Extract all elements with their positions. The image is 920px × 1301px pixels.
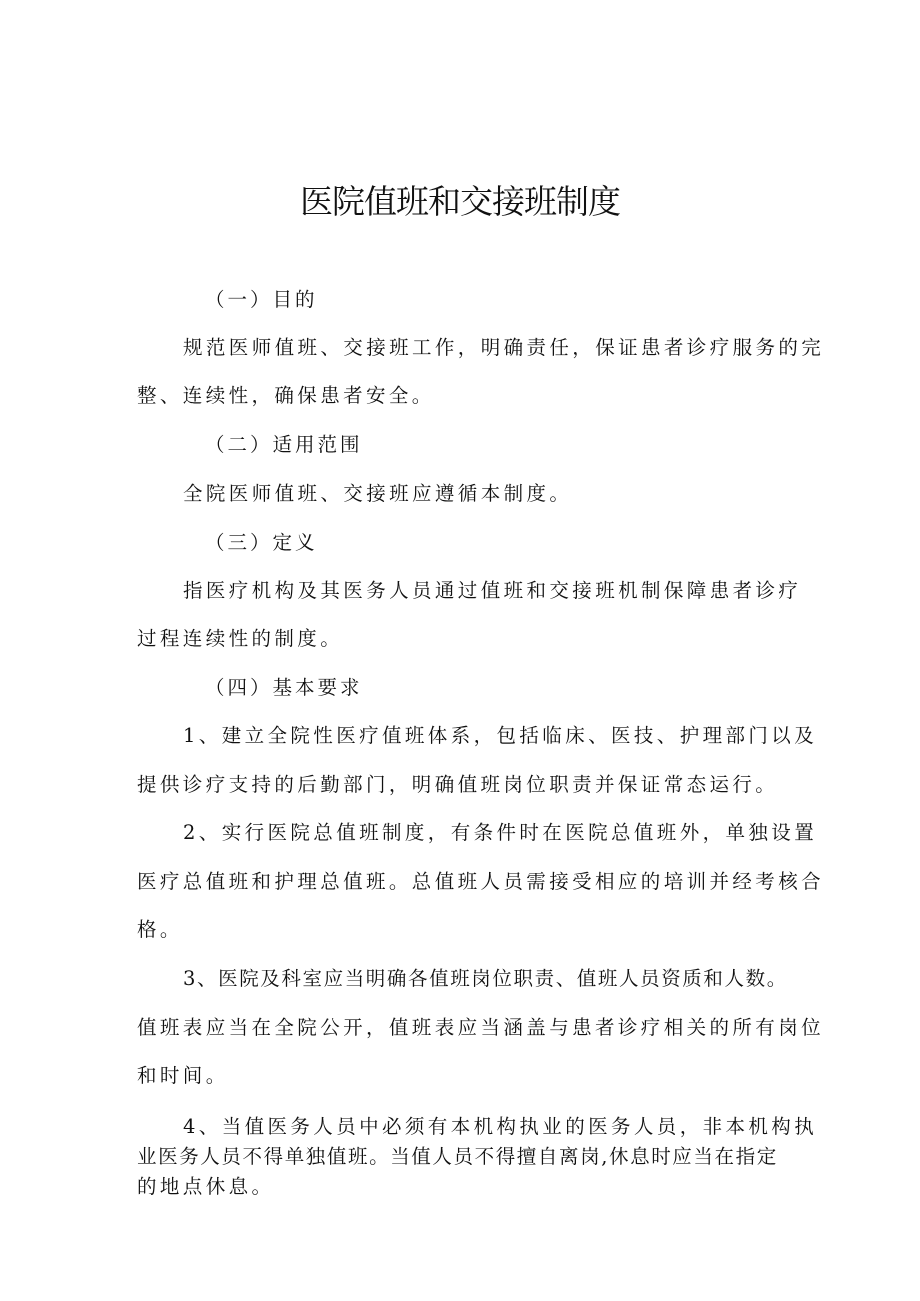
- paragraph-line: 过程连续性的制度。: [137, 627, 344, 650]
- paragraph-line: 和时间。: [137, 1064, 229, 1087]
- paragraph-line: 4、当值医务人员中必须有本机构执业的医务人员，非本机构执: [183, 1115, 818, 1138]
- paragraph-line: 规范医师值班、交接班工作，明确责任，保证患者诊疗服务的完: [183, 336, 825, 359]
- paragraph-line: 医疗总值班和护理总值班。总值班人员需接受相应的培训并经考核合: [137, 870, 825, 893]
- paragraph-line: 3、医院及科室应当明确各值班岗位职责、值班人员资质和人数。: [183, 967, 788, 990]
- paragraph-line: 2、实行医院总值班制度，有条件时在医院总值班外，单独设置: [183, 821, 818, 844]
- section-heading-scope: （二）适用范围: [205, 433, 363, 456]
- section-heading-definition: （三）定义: [205, 531, 318, 554]
- paragraph-line: 业医务人员不得单独值班。当值人员不得擅自离岗,休息时应当在指定: [137, 1145, 778, 1168]
- document-title: 医院值班和交接班制度: [300, 182, 620, 221]
- section-heading-purpose: （一）目的: [205, 288, 318, 311]
- paragraph-line: 格。: [137, 918, 183, 941]
- section-heading-requirements: （四）基本要求: [205, 676, 363, 699]
- paragraph-line: 值班表应当在全院公开，值班表应当涵盖与患者诊疗相关的所有岗位: [137, 1016, 825, 1039]
- paragraph-line: 提供诊疗支持的后勤部门，明确值班岗位职责并保证常态运行。: [137, 773, 779, 796]
- paragraph-line: 1、建立全院性医疗值班体系，包括临床、医技、护理部门以及: [183, 724, 818, 747]
- paragraph-line: 全院医师值班、交接班应遵循本制度。: [183, 482, 573, 505]
- paragraph-line: 指医疗机构及其医务人员通过值班和交接班机制保障患者诊疗: [183, 579, 802, 602]
- paragraph-line: 的地点休息。: [137, 1175, 275, 1198]
- paragraph-line: 整、连续性，确保患者安全。: [137, 384, 435, 407]
